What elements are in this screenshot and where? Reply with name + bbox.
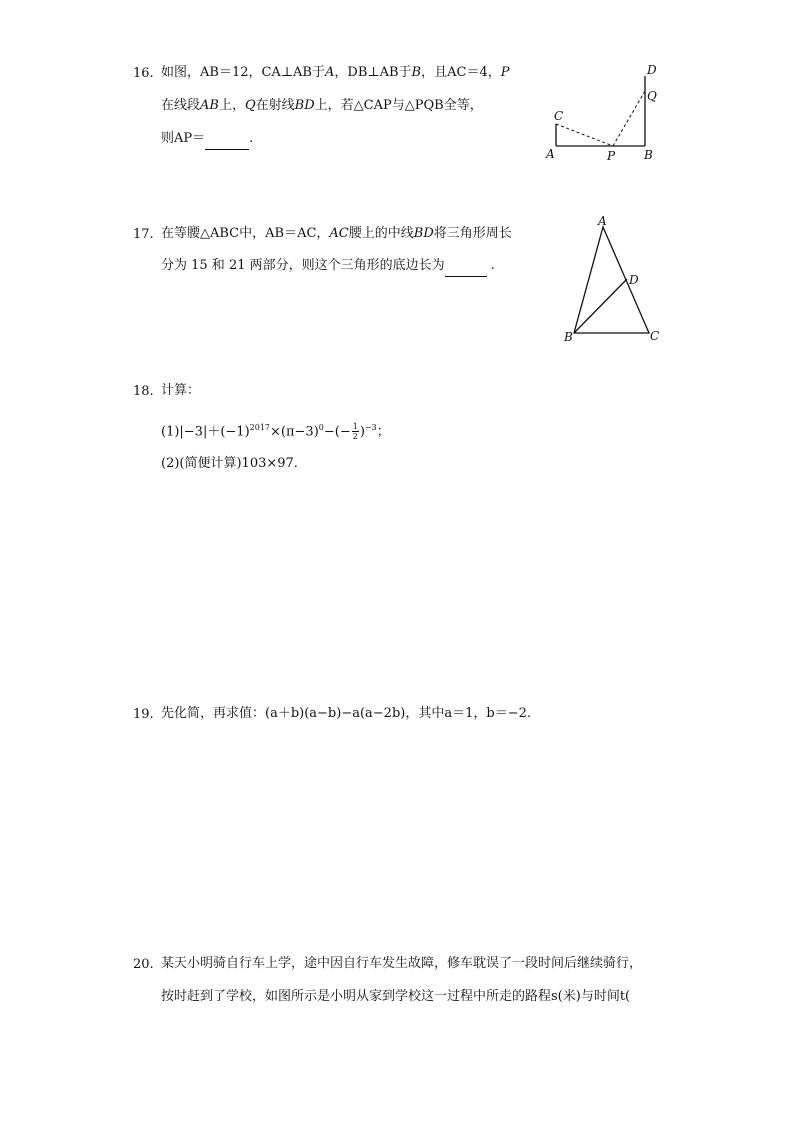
label-P: P: [607, 149, 616, 163]
fraction-denominator: 2: [352, 432, 358, 442]
label-B: B: [644, 148, 653, 162]
q16-text: 在射线: [255, 98, 295, 113]
q18-part1: [161, 418, 390, 442]
q17-var-BD: BD: [413, 226, 434, 241]
label-Q: Q: [647, 89, 657, 103]
q18-expr: −(−: [323, 424, 351, 440]
q17-text: 在等腰△ABC中，AB＝AC，: [161, 226, 330, 241]
q16-var-P: P: [500, 65, 510, 80]
label-C: C: [650, 329, 660, 343]
q18-expr: ；: [376, 424, 390, 440]
q16-text: ，且AC＝4，: [421, 65, 501, 80]
q17-number: 17.: [133, 227, 154, 242]
q17-text: 分为 15 和 21 两部分，则这个三角形的底边长为: [161, 258, 445, 273]
q19-text: 先化简，再求值：(a＋b)(a−b)−a(a−2b)，其中a＝1，b＝−2.: [161, 706, 531, 721]
q18-exp: 2017: [249, 423, 271, 432]
q17-text: 将三角形周长: [433, 226, 512, 241]
label-C: C: [554, 109, 564, 123]
q17-line2: [161, 256, 495, 277]
q17-line1: [161, 224, 512, 244]
q16-text: 在线段: [161, 98, 201, 113]
q17-text: 腰上的中线: [348, 226, 414, 241]
q16-text: 上，若△CAP与△PQB全等，: [314, 98, 483, 113]
q16-var-A: A: [325, 65, 335, 80]
q16-text: 如图，AB＝12，CA⊥AB于: [161, 65, 325, 80]
q16-text: 上，: [218, 98, 245, 113]
q18-exp: 0: [318, 423, 324, 432]
label-B: B: [564, 330, 573, 344]
q18-title: 计算：: [161, 383, 201, 398]
answer-blank[interactable]: [205, 129, 249, 150]
q16-number: 16.: [133, 66, 154, 81]
label-A: A: [598, 214, 607, 228]
q16-var-B: B: [411, 65, 422, 80]
q19-number: 19.: [133, 707, 154, 722]
q18-expr: ×(π−3): [270, 424, 319, 440]
q16-line1: [161, 63, 509, 83]
q16-var-Q: Q: [244, 98, 256, 113]
q16-line2: [161, 96, 483, 116]
q16-text: ，DB⊥AB于: [334, 65, 412, 80]
q17-figure: [555, 210, 675, 350]
q20-line2: 按时赶到了学校，如图所示是小明从家到学校这一过程中所走的路程s(米)与时间t(: [161, 989, 631, 1004]
answer-blank[interactable]: [445, 256, 487, 277]
label-D: D: [647, 63, 657, 77]
q18-expr: ): [359, 424, 365, 440]
q16-var-BD: BD: [294, 98, 315, 113]
q16-var-AB: AB: [200, 98, 219, 113]
q16-figure: [540, 60, 670, 170]
q18-part2: (2)(简便计算)103×97.: [161, 456, 298, 471]
q16-text: .: [249, 131, 254, 146]
label-A: A: [546, 147, 555, 161]
q18-exp: −3: [364, 423, 377, 432]
label-D: D: [629, 273, 639, 287]
q18-expr: (1)|−3|＋(−1): [161, 424, 250, 440]
q17-text: .: [490, 258, 495, 273]
q20-number: 20.: [133, 957, 154, 972]
segment-CP: [556, 124, 613, 146]
q17-var-AC: AC: [329, 226, 349, 241]
q16-text: 则AP＝: [161, 131, 206, 146]
fraction: [352, 422, 359, 441]
fraction-numerator: 1: [352, 422, 358, 432]
q16-line3: [161, 129, 253, 150]
segment-PQ: [613, 91, 645, 146]
q18-number: 18.: [133, 384, 154, 399]
q20-line1: 某天小明骑自行车上学，途中因自行车发生故障，修车耽误了一段时间后继续骑行，: [161, 956, 643, 971]
